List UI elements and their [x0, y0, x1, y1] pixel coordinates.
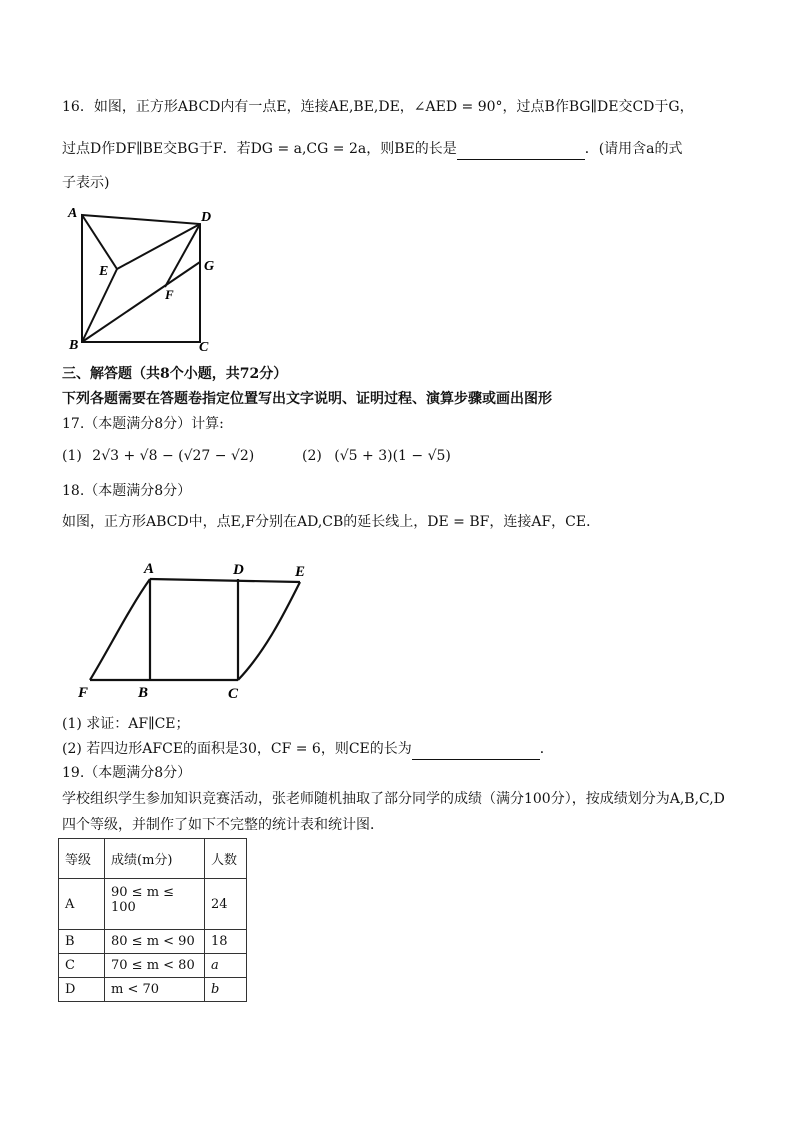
table-cell: A	[59, 879, 105, 930]
table-row	[59, 930, 247, 954]
q16-segment-AE	[82, 215, 117, 269]
q16-label-B: B	[69, 338, 79, 352]
q16-answer-blank[interactable]	[457, 139, 585, 160]
table-row	[59, 879, 247, 930]
q18-label-D: D	[233, 562, 244, 578]
table-cell: B	[59, 930, 105, 954]
q16-line2-tail: ．(请用含a的式	[584, 141, 683, 157]
table-cell: 18	[205, 930, 247, 954]
q18-figure	[70, 552, 330, 704]
q16-line3: 子表示)	[62, 175, 110, 191]
q19-header: 19.（本题满分8分）	[62, 765, 192, 781]
q19-stat-table	[58, 838, 247, 1002]
table-cell: 24	[205, 879, 247, 930]
q16-line2	[62, 139, 683, 160]
table-row	[59, 954, 247, 978]
q17-part2-label: (2)	[302, 448, 322, 464]
q18-answer-blank[interactable]	[412, 739, 540, 760]
q16-label-A: A	[68, 206, 78, 221]
table-cell: 70 ≤ m < 80	[105, 954, 205, 978]
q18-part2-tail: ．	[539, 741, 554, 757]
q18-part2	[62, 739, 554, 760]
q19-stem-line2: 四个等级，并制作了如下不完整的统计表和统计图．	[62, 817, 384, 833]
q18-label-A: A	[144, 561, 155, 577]
q17-part2	[302, 446, 451, 466]
table-header-cell: 等级	[59, 839, 105, 879]
q19-stem-line1: 学校组织学生参加知识竞赛活动，张老师随机抽取了部分同学的成绩（满分100分），按成绩划分为A,B,C,D	[62, 791, 725, 807]
table-cell: D	[59, 978, 105, 1002]
table-row	[59, 978, 247, 1002]
q18-label-C: C	[228, 686, 239, 702]
q16-label-C: C	[199, 340, 209, 352]
section3-instruction: 下列各题需要在答题卷指定位置写出文字说明、证明过程、演算步骤或画出图形	[62, 391, 552, 407]
q18-label-E: E	[295, 564, 306, 580]
q17-header: 17.（本题满分8分）计算:	[62, 416, 224, 432]
q18-stem: 如图，正方形ABCD中，点E,F分别在AD,CB的延长线上，DE = BF，连接AF，CE．	[62, 514, 601, 530]
table-cell: C	[59, 954, 105, 978]
q18-part2-text: (2) 若四边形AFCE的面积是30，CF = 6，则CE的长为	[62, 741, 412, 757]
q18-segment-AF	[90, 579, 150, 680]
table-header-row	[59, 839, 247, 879]
q18-segment-AE	[150, 579, 300, 582]
table-cell: m < 70	[105, 978, 205, 1002]
q17-part1	[62, 446, 254, 466]
section3-title: 三、解答题（共8个小题，共72分）	[62, 366, 288, 382]
q17-part1-expr: 2√3 + √8 − (√27 − √2)	[92, 448, 255, 464]
table-header-cell: 人数	[205, 839, 247, 879]
q16-label-G: G	[204, 259, 215, 274]
q16-label-E: E	[99, 264, 109, 279]
table-cell: 80 ≤ m < 90	[105, 930, 205, 954]
table-cell: a	[205, 954, 247, 978]
q17-part2-expr: (√5 + 3)(1 − √5)	[334, 448, 451, 464]
q16-line1: 16．如图，正方形ABCD内有一点E，连接AE,BE,DE，∠AED = 90°，过点B作BG∥DE交CD于G，	[62, 99, 694, 115]
table-header-cell: 成绩(m分)	[105, 839, 205, 879]
q17-part1-label: (1)	[62, 448, 82, 464]
q18-segment-CE	[238, 582, 300, 680]
q16-line2-text: 过点D作DF∥BE交BG于F．若DG = a,CG = 2a，则BE的长是	[62, 141, 457, 157]
q18-part1: (1) 求证：AF∥CE；	[62, 716, 190, 732]
q18-header: 18.（本题满分8分）	[62, 483, 192, 499]
q16-label-D: D	[201, 210, 212, 225]
table-cell: 90 ≤ m ≤ 100	[105, 879, 205, 930]
q16-label-F: F	[165, 287, 174, 302]
q18-label-B: B	[138, 685, 149, 701]
q18-label-F: F	[78, 685, 89, 701]
q16-figure	[60, 202, 230, 352]
table-cell: b	[205, 978, 247, 1002]
